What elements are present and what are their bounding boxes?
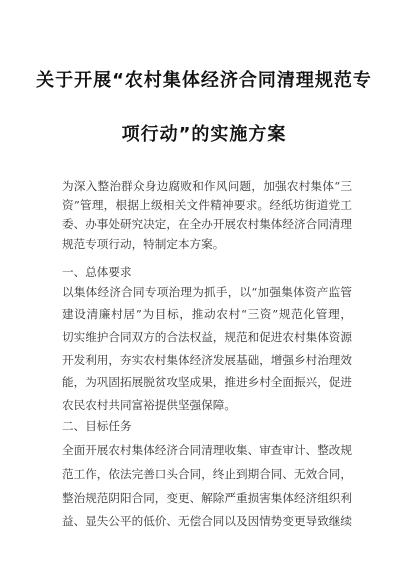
section1-line: 建设清廉村居”为目标，推动农村“三资”规范化管理， <box>62 307 352 321</box>
intro-line: 为深入整治群众身边腐败和作风问题，加强农村集体“三 <box>62 179 352 193</box>
document-title-line-2: 项行动”的实施方案 <box>121 124 287 145</box>
section2-line: 益、显失公平的低价、无偿合同以及因情势变更导致继续 <box>62 514 352 528</box>
section2-line: 整治规范阴阳合同，变更、解除严重损害集体经济组织利 <box>62 491 352 505</box>
section1-line: 以集体经济合同专项治理为抓手，以“加强集体资产监管 <box>62 285 352 299</box>
section1-line: 能，为巩固拓展脱贫攻坚成果，推进乡村全面振兴，促进 <box>62 375 352 389</box>
intro-line: 规范专项行动，特制定本方案。 <box>62 237 225 251</box>
section2-line: 全面开展农村集体经济合同清理收集、审查审计、整改规 <box>62 443 352 457</box>
intro-line: 委、办事处研究决定，在全办开展农村集体经济合同清理 <box>62 217 352 231</box>
section1-line: 切实维护合同双方的合法权益，规范和促进农村集体资源 <box>62 330 352 344</box>
section2-line: 范工作，依法完善口头合同，终止到期合同、无效合同， <box>62 467 352 481</box>
section-heading-goals-tasks: 二、目标任务 <box>62 419 132 433</box>
section1-line: 开发利用，夯实农村集体经济发展基础，增强乡村治理效 <box>62 353 352 367</box>
section1-line: 农民农村共同富裕提供坚强保障。 <box>62 398 236 412</box>
document-title-line-1: 关于开展“农村集体经济合同清理规范专 <box>36 70 372 91</box>
intro-line: 资”管理，根据上级相关文件精神要求。经纸坊街道党工 <box>62 198 352 212</box>
section-heading-general-requirements: 一、总体要求 <box>62 265 132 279</box>
